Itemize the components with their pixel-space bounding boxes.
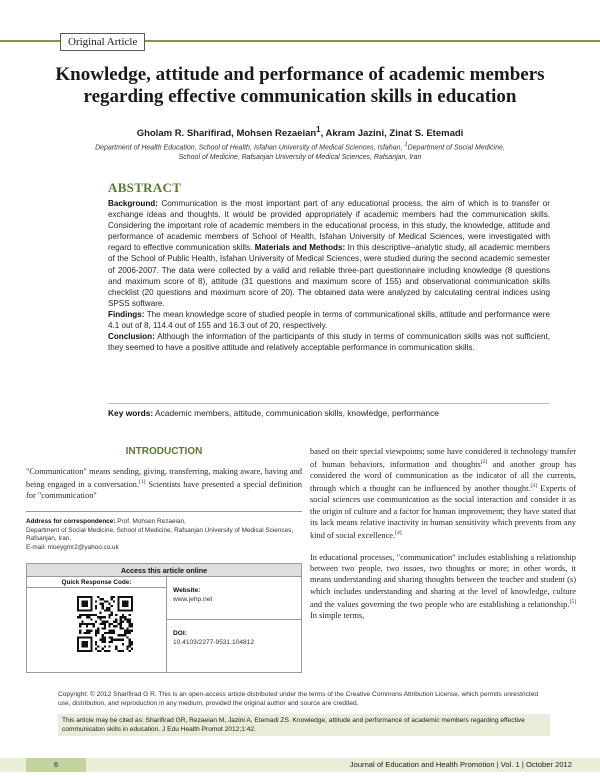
introduction-heading: INTRODUCTION [125, 446, 203, 457]
correspondence-label: Address for correspondence: [26, 518, 116, 525]
correspondence-email: E-mail: moeygmr2@yahoo.co.uk [26, 543, 119, 551]
right-p1-text-c: Experts of social sciences use communication as the social interaction and consider it as the origin of culture and a factor for human improvement; they have stated that its lack means relative inactivity in human sensitivity which prevents from any kind of social excellence. [310, 484, 577, 540]
journal-footer: Journal of Education and Health Promotion | Vol. 1 | October 2012 [349, 760, 572, 769]
right-paragraph-2 [310, 552, 576, 621]
website-cell [167, 577, 301, 620]
qr-label: Quick Response Code: [27, 577, 166, 588]
methods-text: In this descriptive–analytic study, all academic members of the School of Public Health, Isfahan University of Medical Sciences, were studied during the second academic semester of 2006-2007. The data were collected by a valid and reliable three-part questionnaire including knowledge (8 questions and maximum score of 8), attitude (31 questions and maximum score of 155) and observational communication skills checklist (20 questions and maximum score of 20). The obtained data were analyzed by calculating central indices using SPSS software. [108, 243, 550, 308]
right-p2-text-b: In simple terms, [310, 610, 365, 620]
right-p1-text-b: and another group has considered the word of communication as the indicator of all the currents, through which a thought can be influenced by another thought. [310, 460, 576, 494]
right-column-text [310, 446, 576, 621]
keywords [108, 408, 550, 418]
citation-ref: [5] [569, 598, 576, 605]
introduction-paragraph [26, 466, 302, 501]
author-affiliation-mark: 1 [316, 125, 321, 134]
methods-label: Materials and Methods: [254, 243, 346, 253]
authors-part-2: , Akram Jazini, Zinat S. Etemadi [320, 128, 464, 140]
access-online-box [26, 563, 302, 673]
doi-label: DOI: [173, 630, 187, 637]
qr-cell [27, 577, 167, 672]
authors-part-1: Gholam R. Sharifirad, Mohsen Rezaeian [136, 128, 317, 140]
affiliations [40, 140, 560, 163]
background-text: Communication is the most important part of any educational process, the aim of which is to transfer or exchange ideas and thoughts. It would be provided appropriately if academic members had the communication skills. Considering the important role of academic members in the educational process, in this study, the knowledge, attitude and performance of academic members of School of Health, Isfahan University of Medical Sciences, were investigated with regard to effective communication skills. [108, 199, 550, 253]
findings-text: The mean knowledge score of studied people in terms of communicational skills, attitude and performance were 4.1 out of 8, 114.4 out of 155 and 16.3 out of 20, respectively. [108, 309, 550, 331]
citation-ref: [2] [480, 459, 488, 466]
keywords-text: Academic members, attitude, communication skills, knowledge, performance [153, 408, 439, 418]
abstract-body [108, 198, 550, 353]
website-label: Website: [173, 587, 201, 594]
page-number: 6 [26, 758, 86, 772]
correspondence-divider [26, 511, 302, 512]
doi-cell [167, 620, 301, 672]
correspondence-address: Department of Social Medicine, School of Medicine, Rafsanjan University of Medical Sciences, Rafsanjan, Iran. [26, 526, 294, 543]
qr-code-icon [77, 596, 133, 652]
findings-label: Findings: [108, 309, 145, 319]
correspondence-name: Prof. Mohsen Rezaeian, [115, 518, 186, 525]
citation-ref: [1] [138, 479, 146, 486]
intro-text-1: "Communication" means sending, giving, transferring, making aware, having and being engaged in a conversation. [26, 467, 302, 489]
abstract-heading: ABSTRACT [108, 180, 182, 195]
intro-text-2: Scientists have presented a special definition for "communication" [26, 480, 302, 501]
keywords-label: Key words: [108, 408, 154, 418]
right-paragraph-1 [310, 446, 576, 541]
background-label: Background: [108, 199, 158, 208]
author-list [40, 125, 560, 139]
copyright-notice: Copyright: © 2012 Sharifirad G R. This is an open-access article distributed under the terms of the Creative Commons Attribution License, which permits unrestricted use, distribution, and reproduction in any medium, provided the original author and source are credited. [58, 691, 539, 707]
abstract-divider [108, 403, 550, 404]
citation-ref: [4] [395, 530, 402, 537]
correspondence-block [26, 518, 302, 552]
website-link[interactable]: www.jehp.net [173, 596, 213, 603]
right-p2-text-a: In educational processes, "communication" includes establishing a relationship between two people, two issues, two thoughts or more; in other words, it means understanding and sharing thoughts between the teacher and student (s) which includes understanding and sharing at the level of knowledge, culture and the values governing the two people who are establishing a relationship. [310, 553, 576, 609]
citation-box: This article may be cited as: Sharifirad GR, Rezaeian M, Jazini A, Etemadi ZS. Knowledge, attitude and performance of academic members regarding effective communicaton skills in education. J Edu Health Promot 2012;1:42. [58, 714, 550, 736]
conclusion-label: Conclusion: [108, 332, 155, 342]
affiliation-2: Department of Social Medicine, [407, 144, 505, 152]
affiliation-mark: 1 [404, 142, 408, 148]
affiliation-1: Department of Health Education, School of Health, Isfahan University of Medical Sciences, Isfahan, [95, 144, 405, 152]
citation-ref: [3] [530, 483, 538, 490]
right-p1-text-a: based on their special viewpoints; some have considered it technology transfer of human behaviors, information and thoughts [310, 447, 576, 469]
doi-value[interactable]: 10.4103/2277-9531.104812 [173, 639, 255, 646]
affiliation-3: School of Medicine, Rafsanjan University of Medical Sciences, Rafsanjan, Iran [178, 154, 422, 162]
access-heading: Access this article online [27, 564, 301, 577]
article-title: Knowledge, attitude and performance of academic members regarding effective communication skills in education [55, 64, 545, 107]
article-type-label: Original Article [60, 33, 145, 51]
conclusion-text: Although the information of the participants of this study in terms of communication skills was not sufficient, they seemed to have a positive attitude and relatively acceptable performance in communication skills. [108, 332, 550, 353]
